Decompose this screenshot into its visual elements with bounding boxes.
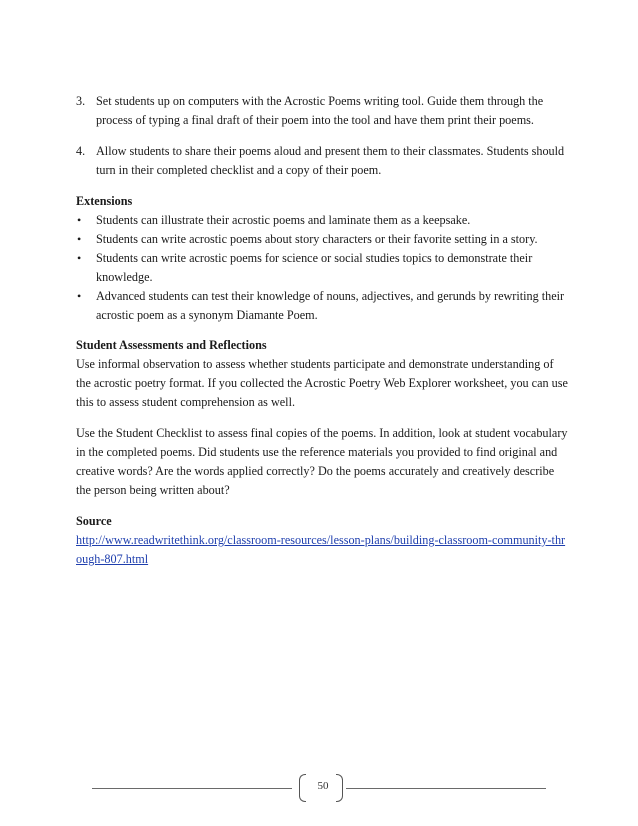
list-item	[76, 249, 568, 287]
bullet-icon: •	[77, 213, 82, 227]
footer-rule-right	[346, 788, 546, 789]
list-item	[76, 230, 568, 249]
extensions-list	[76, 211, 568, 325]
step-item	[76, 142, 568, 180]
source-heading: Source	[76, 514, 112, 528]
step-item	[76, 92, 568, 130]
list-item	[76, 287, 568, 325]
list-item-text: Students can illustrate their acrostic poems and laminate them as a keepsake.	[96, 213, 471, 227]
page-footer	[92, 774, 546, 804]
page-content	[76, 92, 568, 569]
step-number: 4.	[76, 144, 86, 158]
assessments-heading: Student Assessments and Reflections	[76, 338, 267, 352]
list-item-text: Students can write acrostic poems for science or social studies topics to demonstrate their knowledge.	[96, 251, 533, 284]
source-link-wrapper	[76, 531, 568, 569]
list-item-text: Advanced students can test their knowledge of nouns, adjectives, and gerunds by rewriting their acrostic poem as a synonym Diamante Poem.	[96, 289, 565, 322]
footer-rule-left	[92, 788, 292, 789]
list-item	[76, 211, 568, 230]
assessments-paragraph: Use the Student Checklist to assess final copies of the poems. In addition, look at student vocabulary in the completed poems. Did students use the reference materials you provided to find original and creative words? Are the words applied correctly? Do the poems accurately and creatively describe the person being written about?	[76, 426, 568, 497]
step-text: Set students up on computers with the Acrostic Poems writing tool. Guide them through the process of typing a final draft of their poem into the tool and have them print their poems.	[96, 94, 544, 127]
bullet-icon: •	[77, 289, 82, 303]
extensions-heading: Extensions	[76, 194, 133, 208]
procedure-steps	[76, 92, 568, 180]
list-item-text: Students can write acrostic poems about story characters or their favorite setting in a story.	[96, 232, 538, 246]
right-bracket-icon	[336, 774, 343, 802]
bullet-icon: •	[77, 232, 82, 246]
page-number: 50	[317, 780, 329, 792]
bullet-icon: •	[77, 251, 82, 265]
step-number: 3.	[76, 94, 86, 108]
source-link[interactable]: http://www.readwritethink.org/classroom-resources/lesson-plans/building-classroom-community-through-807.html	[76, 533, 566, 566]
assessments-paragraph: Use informal observation to assess whether students participate and demonstrate understanding of the acrostic poetry format. If you collected the Acrostic Poetry Web Explorer worksheet, you can use this to assess student comprehension as well.	[76, 357, 568, 409]
step-text: Allow students to share their poems aloud and present them to their classmates. Students should turn in their completed checklist and a copy of their poem.	[96, 144, 565, 177]
